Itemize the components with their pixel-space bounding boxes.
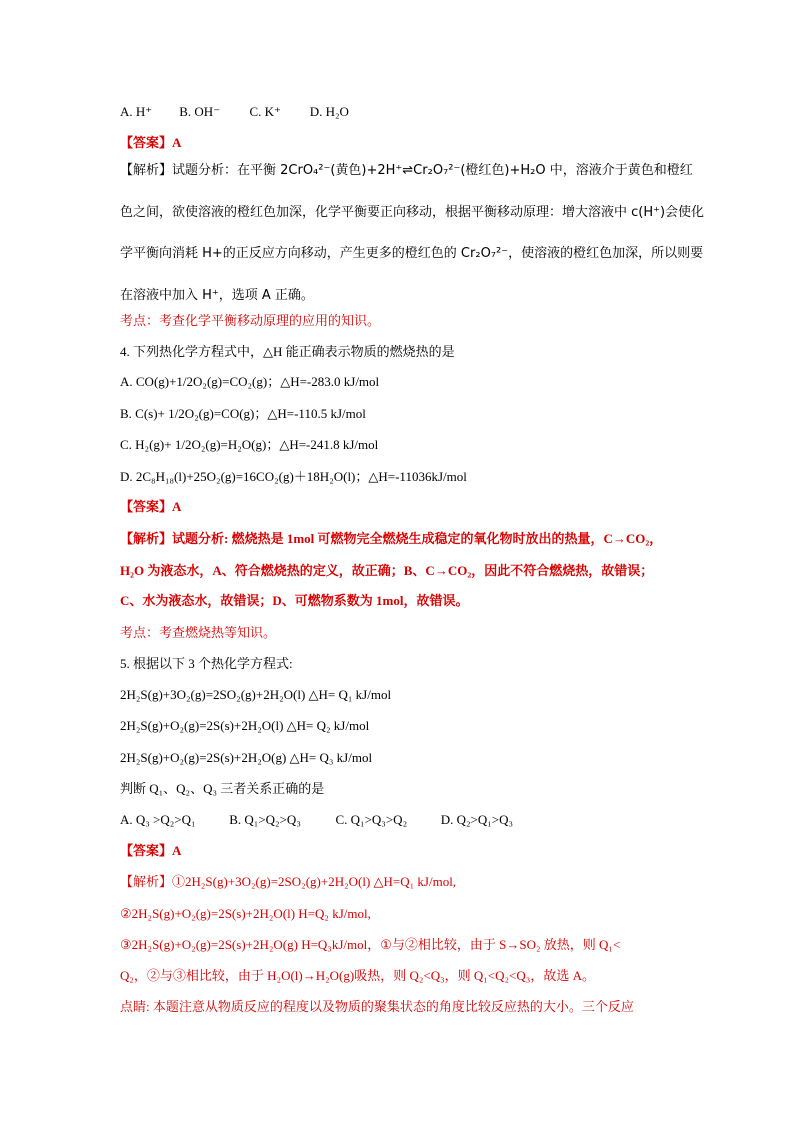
q4-option-b: B. C(s)+ 1/2O₂(g)=CO(g)；△H=-110.5 kJ/mol <box>120 406 366 421</box>
q3-option-c: C. K⁺ <box>249 104 281 119</box>
q3-analysis-line-4: 在溶液中加入 H⁺，选项 A 正确。 <box>120 288 314 303</box>
q4-analysis-line-3: C、水为液态水，故错误；D、可燃物系数为 1mol，故错误。 <box>120 593 469 608</box>
q5-equation-2: 2H₂S(g)+O₂(g)=2S(s)+2H₂O(l) △H= Q₂ kJ/mol <box>120 718 370 733</box>
q5-equation-1: 2H₂S(g)+3O₂(g)=2SO₂(g)+2H₂O(l) △H= Q₁ kJ/mol <box>120 687 392 702</box>
q3-option-b: B. OH⁻ <box>179 104 221 119</box>
q4-option-d: D. 2C₈H₁₈(l)+25O₂(g)=16CO₂(g)＋18H₂O(l)；△H=-11036kJ/mol <box>120 469 467 484</box>
q3-option-d: D. H₂O <box>309 104 349 119</box>
q5-option-b: B. Q₁>Q₂>Q₃ <box>229 812 301 827</box>
q5-option-c: C. Q₁>Q₃>Q₂ <box>335 812 408 827</box>
q5-option-d: D. Q₂>Q₁>Q₃ <box>440 812 514 827</box>
q4-analysis-line-2: H₂O 为液态水，A、符合燃烧热的定义，故正确；B、C→CO₂，因此不符合燃烧热，故错误； <box>120 563 654 578</box>
q5-options <box>120 811 513 829</box>
q5-analysis-line-1: 【解析】①2H₂S(g)+3O₂(g)=2SO₂(g)+2H₂O(l) △H=Q₁ kJ/mol, <box>120 874 457 889</box>
q4-kaodian: 考点：考查燃烧热等知识。 <box>120 625 277 640</box>
q5-answer: 【答案】A <box>120 843 182 858</box>
q5-dianjing: 点睛: 本题注意从物质反应的程度以及物质的聚集状态的角度比较反应热的大小。三个反应 <box>120 999 634 1014</box>
q5-equation-3: 2H₂S(g)+O₂(g)=2S(s)+2H₂O(g) △H= Q₃ kJ/mol <box>120 750 373 765</box>
q5-stem: 5. 根据以下 3 个热化学方程式: <box>120 656 293 671</box>
q5-analysis-line-2: ②2H₂S(g)+O₂(g)=2S(s)+2H₂O(l) H=Q₂ kJ/mol, <box>120 906 371 921</box>
q4-option-c: C. H₂(g)+ 1/2O₂(g)=H₂O(g)；△H=-241.8 kJ/mol <box>120 437 379 452</box>
q5-analysis-line-4: Q₂，②与③相比较，由于 H₂O(l)→H₂O(g)吸热，则 Q₂<Q₃，则 Q₁<Q₂<Q₃，故选 A。 <box>120 968 595 983</box>
q5-analysis-line-3: ③2H₂S(g)+O₂(g)=2S(s)+2H₂O(g) H=Q₃kJ/mol，①与②相比较，由于 S→SO₂ 放热，则 Q₁< <box>120 937 621 952</box>
q4-answer: 【答案】A <box>120 499 182 514</box>
q3-option-a: A. H⁺ <box>120 104 153 119</box>
q3-analysis-line-3: 学平衡向消耗 H+的正反应方向移动，产生更多的橙红色的 Cr₂O₇²⁻，使溶液的橙红色加深，所以则要 <box>120 246 704 261</box>
q3-kaodian: 考点：考查化学平衡移动原理的应用的知识。 <box>120 313 381 328</box>
q3-answer: 【答案】A <box>120 135 182 150</box>
q3-analysis-line-2: 色之间，欲使溶液的橙红色加深，化学平衡要正向移动，根据平衡移动原理：增大溶液中 c(H⁺)会使化 <box>120 205 705 220</box>
q4-analysis-line-1: 【解析】试题分析: 燃烧热是 1mol 可燃物完全燃烧生成稳定的氧化物时放出的热量，C→CO₂， <box>120 531 663 546</box>
q3-analysis-line-1: 【解析】试题分析：在平衡 2CrO₄²⁻(黄色)+2H⁺⇌Cr₂O₇²⁻(橙红色)+H₂O 中，溶液介于黄色和橙红 <box>120 163 693 178</box>
q5-judge: 判断 Q₁、Q₂、Q₃ 三者关系正确的是 <box>120 781 325 796</box>
q3-options <box>120 103 349 121</box>
q5-option-a: A. Q₃ >Q₂>Q₁ <box>120 812 196 827</box>
q4-stem: 4. 下列热化学方程式中，△H 能正确表示物质的燃烧热的是 <box>120 344 455 359</box>
q4-option-a: A. CO(g)+1/2O₂(g)=CO₂(g)；△H=-283.0 kJ/mol <box>120 374 380 389</box>
